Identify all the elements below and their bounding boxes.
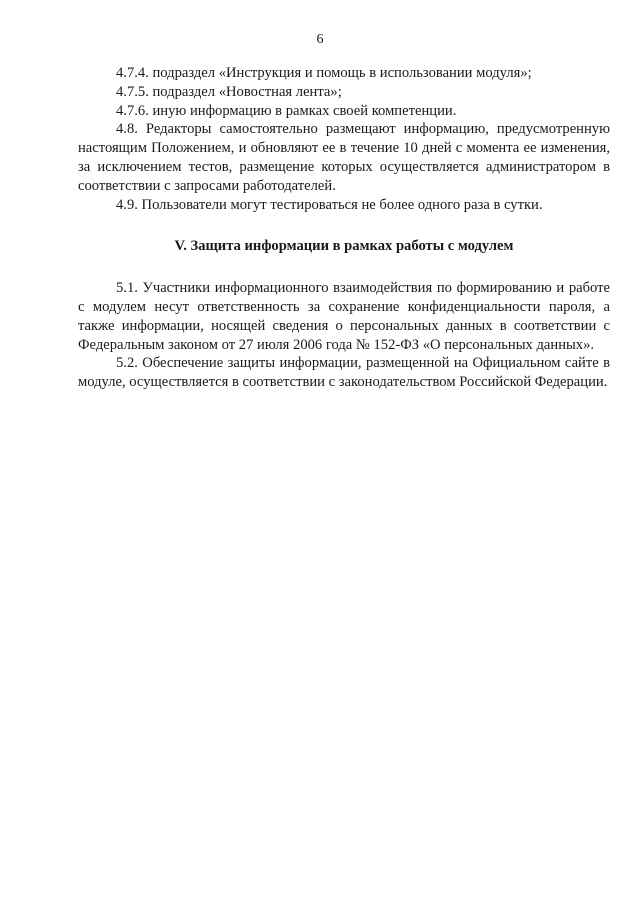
paragraph-4-9: 4.9. Пользователи могут тестироваться не более одного раза в сутки. [116, 196, 543, 213]
paragraph-5-2: 5.2. Обеспечение защиты информации, размещенной на Официальном сайте в модуле, осуществляется в соответствии с законодательством Российской Федерации. [78, 355, 610, 391]
paragraph-4-7-5: 4.7.5. подраздел «Новостная лента»; [116, 83, 342, 100]
document-body [78, 64, 610, 392]
page-number: 6 [316, 32, 324, 47]
paragraph-4-7-6: 4.7.6. иную информацию в рамках своей компетенции. [116, 102, 457, 119]
section-heading: V. Защита информации в рамках работы с модулем [174, 238, 514, 255]
paragraph-5-1: 5.1. Участники информационного взаимодействия по формированию и работе с модулем несут ответственность за сохранение конфиденциальности пароля, а также информации, носящей сведения о персональных данных в соответствии с Федеральным законом от 27 июля 2006 года № 152-ФЗ «О персональных данных». [78, 280, 610, 353]
paragraph-4-8: 4.8. Редакторы самостоятельно размещают информацию, предусмотренную настоящим Положением, и обновляют ее в течение 10 дней с момента ее изменения, за исключением тестов, размещение которых осуществляется администратором в соответствии с запросами работодателей. [78, 121, 610, 194]
paragraph-4-7-4: 4.7.4. подраздел «Инструкция и помощь в использовании модуля»; [116, 65, 532, 81]
